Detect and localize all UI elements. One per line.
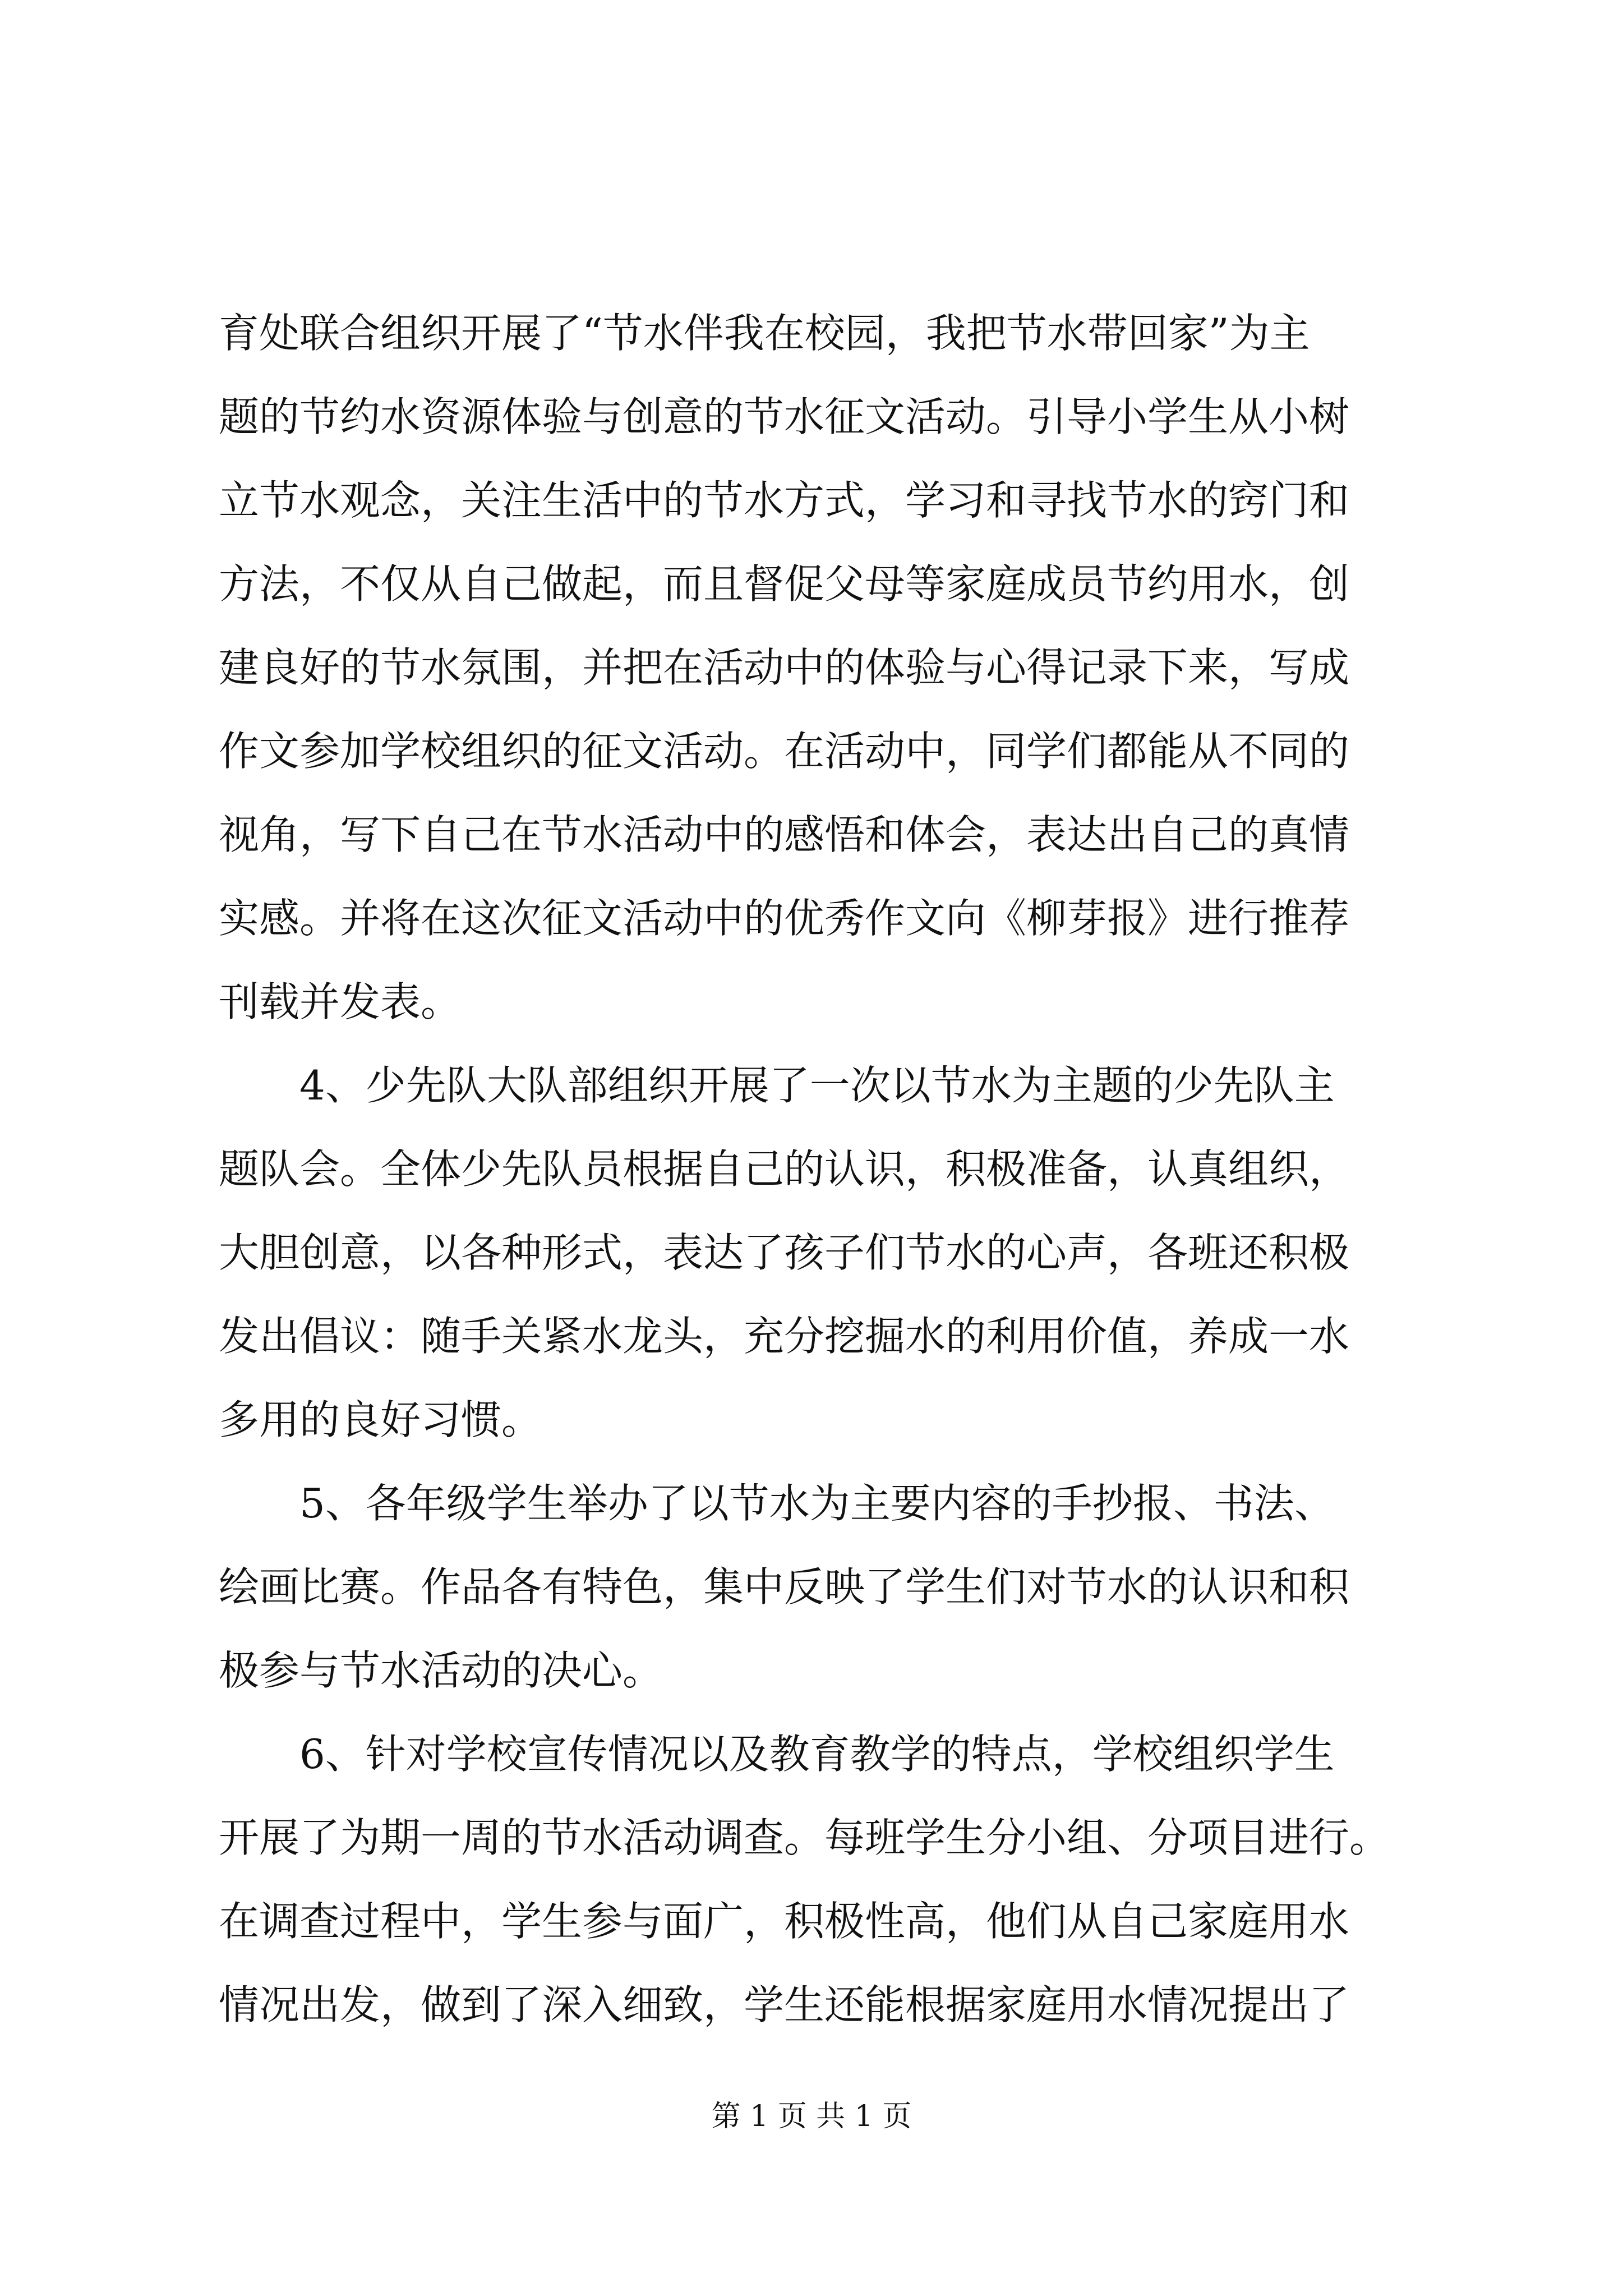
text-line: 实感。并将在这次征文活动中的优秀作文向《柳芽报》进行推荐 — [219, 895, 1350, 942]
document-body — [219, 292, 1424, 2047]
text-line: 育处联合组织开展了“节水伴我在校园，我把节水带回家”为主 — [219, 310, 1310, 357]
text-line: 方法，不仅从自己做起，而且督促父母等家庭成员节约用水，创 — [219, 560, 1350, 608]
text-line: 题的节约水资源体验与创意的节水征文活动。引导小学生从小树 — [219, 393, 1350, 440]
page-footer: 第 1 页 共 1 页 — [711, 2100, 912, 2133]
text-line: 多用的良好习惯。 — [219, 1396, 542, 1443]
text-line: 绘画比赛。作品各有特色，集中反映了学生们对节水的认识和积 — [219, 1563, 1350, 1611]
paragraph-4-first-line: 4、少先队大队部组织开展了一次以节水为主题的少先队主 — [299, 1062, 1335, 1109]
paragraph-6-first-line: 6、针对学校宣传情况以及教育教学的特点，学校组织学生 — [299, 1731, 1335, 1778]
text-line: 刊载并发表。 — [219, 978, 462, 1025]
text-line: 视角，写下自己在节水活动中的感悟和体会，表达出自己的真情 — [219, 811, 1350, 858]
text-line: 题队会。全体少先队员根据自己的认识，积极准备，认真组织， — [219, 1145, 1350, 1193]
text-line: 情况出发，做到了深入细致，学生还能根据家庭用水情况提出了 — [219, 1981, 1350, 2028]
text-line: 极参与节水活动的决心。 — [219, 1647, 663, 1694]
text-line: 开展了为期一周的节水活动调查。每班学生分小组、分项目进行。 — [219, 1814, 1390, 1861]
text-line: 立节水观念，关注生活中的节水方式，学习和寻找节水的窍门和 — [219, 477, 1350, 524]
text-line: 大胆创意，以各种形式，表达了孩子们节水的心声，各班还积极 — [219, 1229, 1350, 1276]
text-line: 发出倡议：随手关紧水龙头，充分挖掘水的利用价值，养成一水 — [219, 1313, 1350, 1360]
text-line: 在调查过程中，学生参与面广，积极性高，他们从自己家庭用水 — [219, 1898, 1350, 1945]
text-line: 作文参加学校组织的征文活动。在活动中，同学们都能从不同的 — [219, 728, 1350, 775]
text-line: 建良好的节水氛围，并把在活动中的体验与心得记录下来，写成 — [219, 644, 1350, 691]
paragraph-5-first-line: 5、各年级学生举办了以节水为主要内容的手抄报、书法、 — [299, 1480, 1335, 1527]
